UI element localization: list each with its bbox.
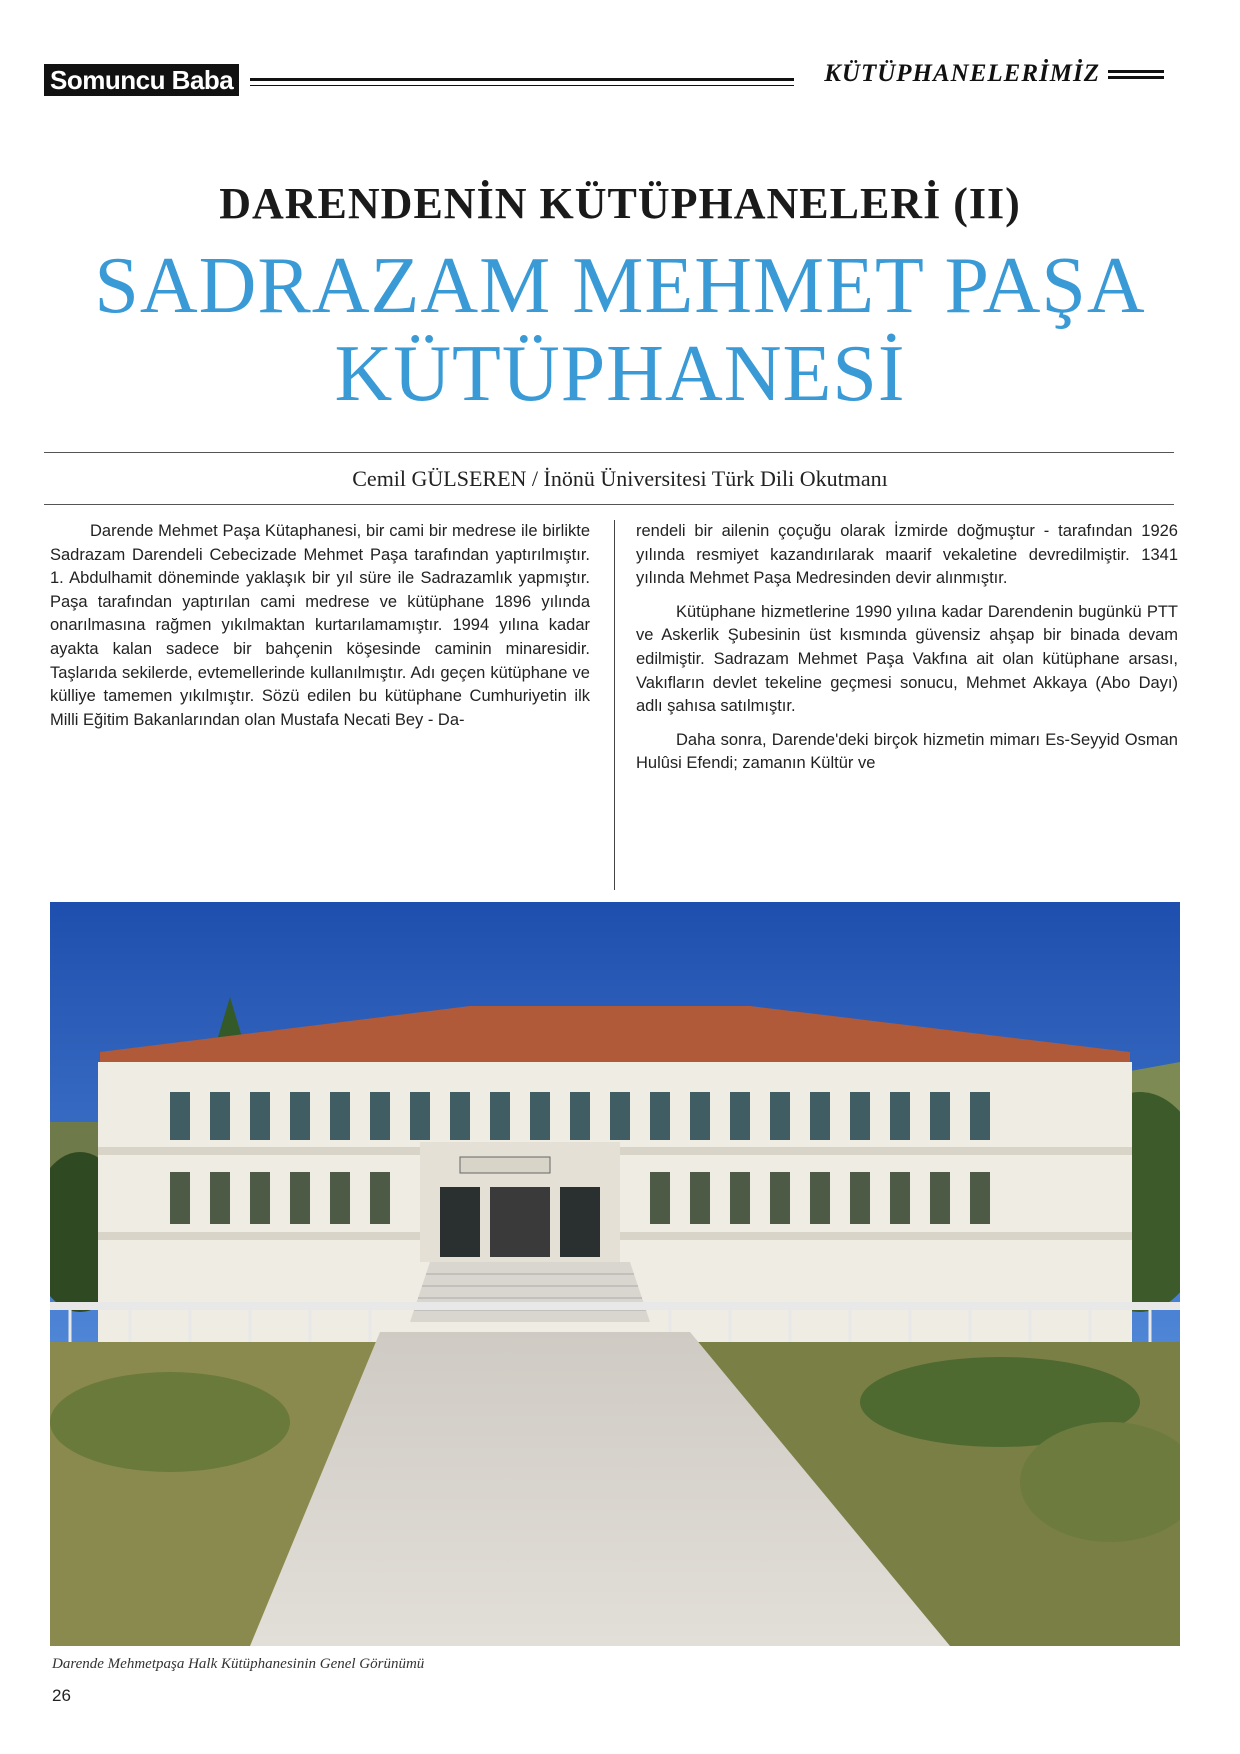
magazine-brand: Somuncu Baba bbox=[44, 64, 239, 96]
paragraph: Kütüphane hizmetlerine 1990 yılına kadar Darendenin bugünkü PTT ve Askerlik Şubesinin üst kısmında güvensiz ahşap bir binada devam edilmiştir. Sadrazam Mehmet Paşa Vakfına ait olan kütüphane arsası, Vakıfların devlet tekeline geçmesi sonucu, Mehmet Akkaya (Abo Dayı) adlı şahısa satılmıştır. bbox=[636, 602, 1178, 716]
section-label: KÜTÜPHANELERİMİZ bbox=[824, 60, 1100, 87]
article-title-line-2: KÜTÜPHANESİ bbox=[334, 330, 906, 418]
paragraph: Daha sonra, Darende'deki birçok hizmetin mimarı Es-Seyyid Osman Hulûsi Efendi; zamanın Kültür ve bbox=[636, 730, 1178, 773]
page-number: 26 bbox=[52, 1686, 71, 1705]
article-title bbox=[0, 242, 1240, 418]
author-rule-top bbox=[44, 452, 1174, 453]
text-column-left bbox=[50, 520, 590, 742]
author-rule-bottom bbox=[44, 504, 1174, 505]
column-divider bbox=[614, 520, 615, 890]
page-header bbox=[44, 52, 1174, 95]
header-rule-thin bbox=[250, 85, 794, 86]
article-author: Cemil GÜLSEREN / İnönü Üniversitesi Türk Dili Okutmanı bbox=[352, 466, 888, 491]
header-rule bbox=[250, 78, 794, 81]
library-building-photo bbox=[50, 902, 1180, 1646]
paragraph: Darende Mehmet Paşa Kütaphanesi, bir cami bir medrese ile birlikte Sadrazam Darendeli Cebecizade Mehmet Paşa tarafından yaptırılmıştır. 1. Abdulhamit döneminde yaklaşık bir yıl süre ile Sadrazamlık yapmıştır. Paşa tarafından yaptırılan cami medrese ve kütüphane 1896 yılında onarılmasına rağmen yıkılmaktan kurtarılamamıştır. 1994 yılına kadar ayakta kalan sadece bir bahçenin köşesinde caminin minaresidir. Taşlarıda sekilerde, evtemellerinde kullanılmıştır. Adı geçen kütüphane ve külliye tamemen yıkılmıştır. Sözü edilen bu kütüphane Cumhuriyetin ilk Milli Eğitim Bakanlarından olan Mustafa Necati Bey - Da- bbox=[50, 522, 590, 729]
article-title-line-1: SADRAZAM MEHMET PAŞA bbox=[94, 242, 1146, 330]
article-supertitle: DARENDENİN KÜTÜPHANELERİ (II) bbox=[219, 179, 1021, 228]
paragraph: rendeli bir ailenin çoçuğu olarak İzmirde doğmuştur - tarafından 1926 yılında resmiyet kazandırılarak maarif vekaletine devredilmiştir. 1341 yılında Mehmet Paşa Medresinden devir alınmıştır. bbox=[636, 522, 1178, 588]
section-mark bbox=[1108, 70, 1164, 84]
photo-caption: Darende Mehmetpaşa Halk Kütüphanesinin Genel Görünümü bbox=[52, 1656, 425, 1672]
text-column-right bbox=[636, 520, 1178, 786]
